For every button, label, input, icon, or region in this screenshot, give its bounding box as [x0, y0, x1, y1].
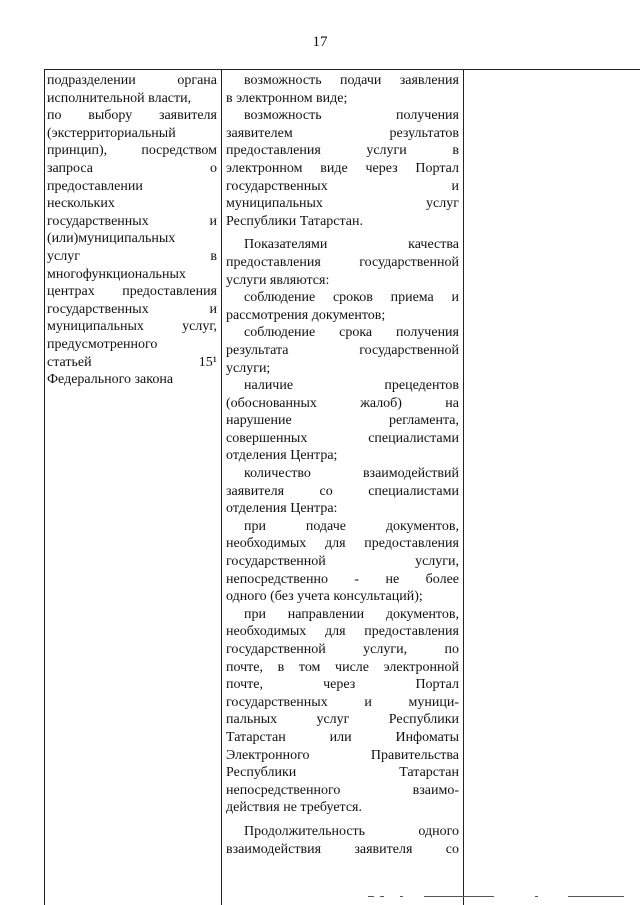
text-line: электронном виде через Портал — [226, 160, 459, 176]
page-number: 17 — [312, 34, 328, 50]
text-line: необходимых для предоставления — [226, 536, 459, 552]
text-line: непосредственного взаимо- — [226, 782, 459, 798]
text-line: необходимых для предоставления — [226, 624, 459, 640]
text-line: многофункциональных — [47, 266, 186, 282]
text-line: (или)муниципальных — [47, 231, 176, 247]
text-line: предоставления государственной — [226, 254, 459, 270]
text-line: статьей 15¹ — [47, 354, 217, 370]
text-line: предоставления услуги в — [226, 143, 459, 159]
text-line: нарушение регламента, — [226, 413, 459, 429]
text-line: услуги являются: — [226, 272, 330, 288]
text-line: (обоснованных жалоб) на — [226, 395, 459, 411]
text-line: Татарстан или Инфоматы — [226, 729, 459, 745]
text-line: государственной услуги, по — [226, 642, 459, 657]
text-line: запроса о — [47, 160, 217, 176]
text-line: возможность подачи заявления — [244, 73, 459, 88]
text-line: услуги; — [226, 360, 271, 376]
text-line: государственных и муници- — [226, 694, 459, 710]
text-line: почте, через Портал — [226, 677, 459, 693]
text-line: принцип), посредством — [47, 143, 217, 159]
text-line: совершенных специалистами — [226, 430, 459, 446]
text-line: услуг в — [47, 248, 217, 264]
text-line: государственных и — [47, 213, 217, 229]
scan-artifacts — [350, 893, 640, 901]
text-line: заявителя со специалистами — [226, 483, 459, 499]
text-line: результата государственной — [226, 342, 459, 358]
text-line: Показателями качества — [244, 237, 459, 253]
table-cell-left — [47, 72, 217, 389]
text-line: Республики Татарстан — [226, 765, 459, 781]
text-line: Республики Татарстан. — [226, 213, 363, 229]
text-line: муниципальных услуг, — [47, 319, 217, 335]
text-line: Электронного Правительства — [226, 747, 459, 763]
text-line: при направлении документов, — [244, 606, 459, 622]
text-line: рассмотрения документов; — [226, 307, 386, 323]
text-line: соблюдение сроков приема и — [244, 290, 459, 306]
text-line: наличие прецедентов — [244, 378, 459, 394]
text-line: (экстерриториальный — [47, 125, 176, 141]
text-line: действия не требуется. — [226, 800, 362, 816]
table-left-border — [44, 69, 45, 905]
table-cell-middle — [226, 72, 459, 858]
text-line: соблюдение срока получения — [244, 325, 459, 341]
text-line: Федерального закона — [47, 372, 174, 388]
table-top-border — [44, 69, 640, 70]
text-line: предоставлении — [47, 178, 143, 194]
text-line: заявителем результатов — [226, 125, 459, 141]
text-line: нескольких — [47, 196, 115, 212]
text-line: почте, в том числе электронной — [226, 659, 459, 675]
text-line: исполнительной власти, — [47, 90, 192, 106]
text-line: государственных и — [226, 178, 459, 194]
text-line: взаимодействия заявителя со — [226, 841, 459, 857]
text-line: подразделении органа — [47, 73, 217, 88]
text-line: государственных и — [47, 301, 217, 317]
text-line: отделения Центра; — [226, 448, 338, 464]
text-line: одного (без учета консультаций); — [226, 589, 423, 605]
text-line: отделения Центра: — [226, 501, 338, 517]
text-line: в электронном виде; — [226, 90, 348, 106]
text-line: муниципальных услуг — [226, 196, 459, 212]
text-line: количество взаимодействий — [244, 466, 459, 482]
text-line: государственной услуги, — [226, 554, 459, 570]
text-line: возможность получения — [244, 108, 459, 124]
text-line: при подаче документов, — [244, 518, 459, 534]
text-line: центрах предоставления — [47, 284, 217, 300]
table-column-divider-right — [463, 69, 464, 905]
text-line: предусмотренного — [47, 336, 158, 352]
table-column-divider — [221, 69, 222, 905]
text-line: пальных услуг Республики — [226, 712, 459, 728]
text-line: по выбору заявителя — [47, 108, 217, 124]
text-line: непосредственно - не более — [226, 571, 459, 587]
text-line: Продолжительность одного — [244, 823, 459, 839]
